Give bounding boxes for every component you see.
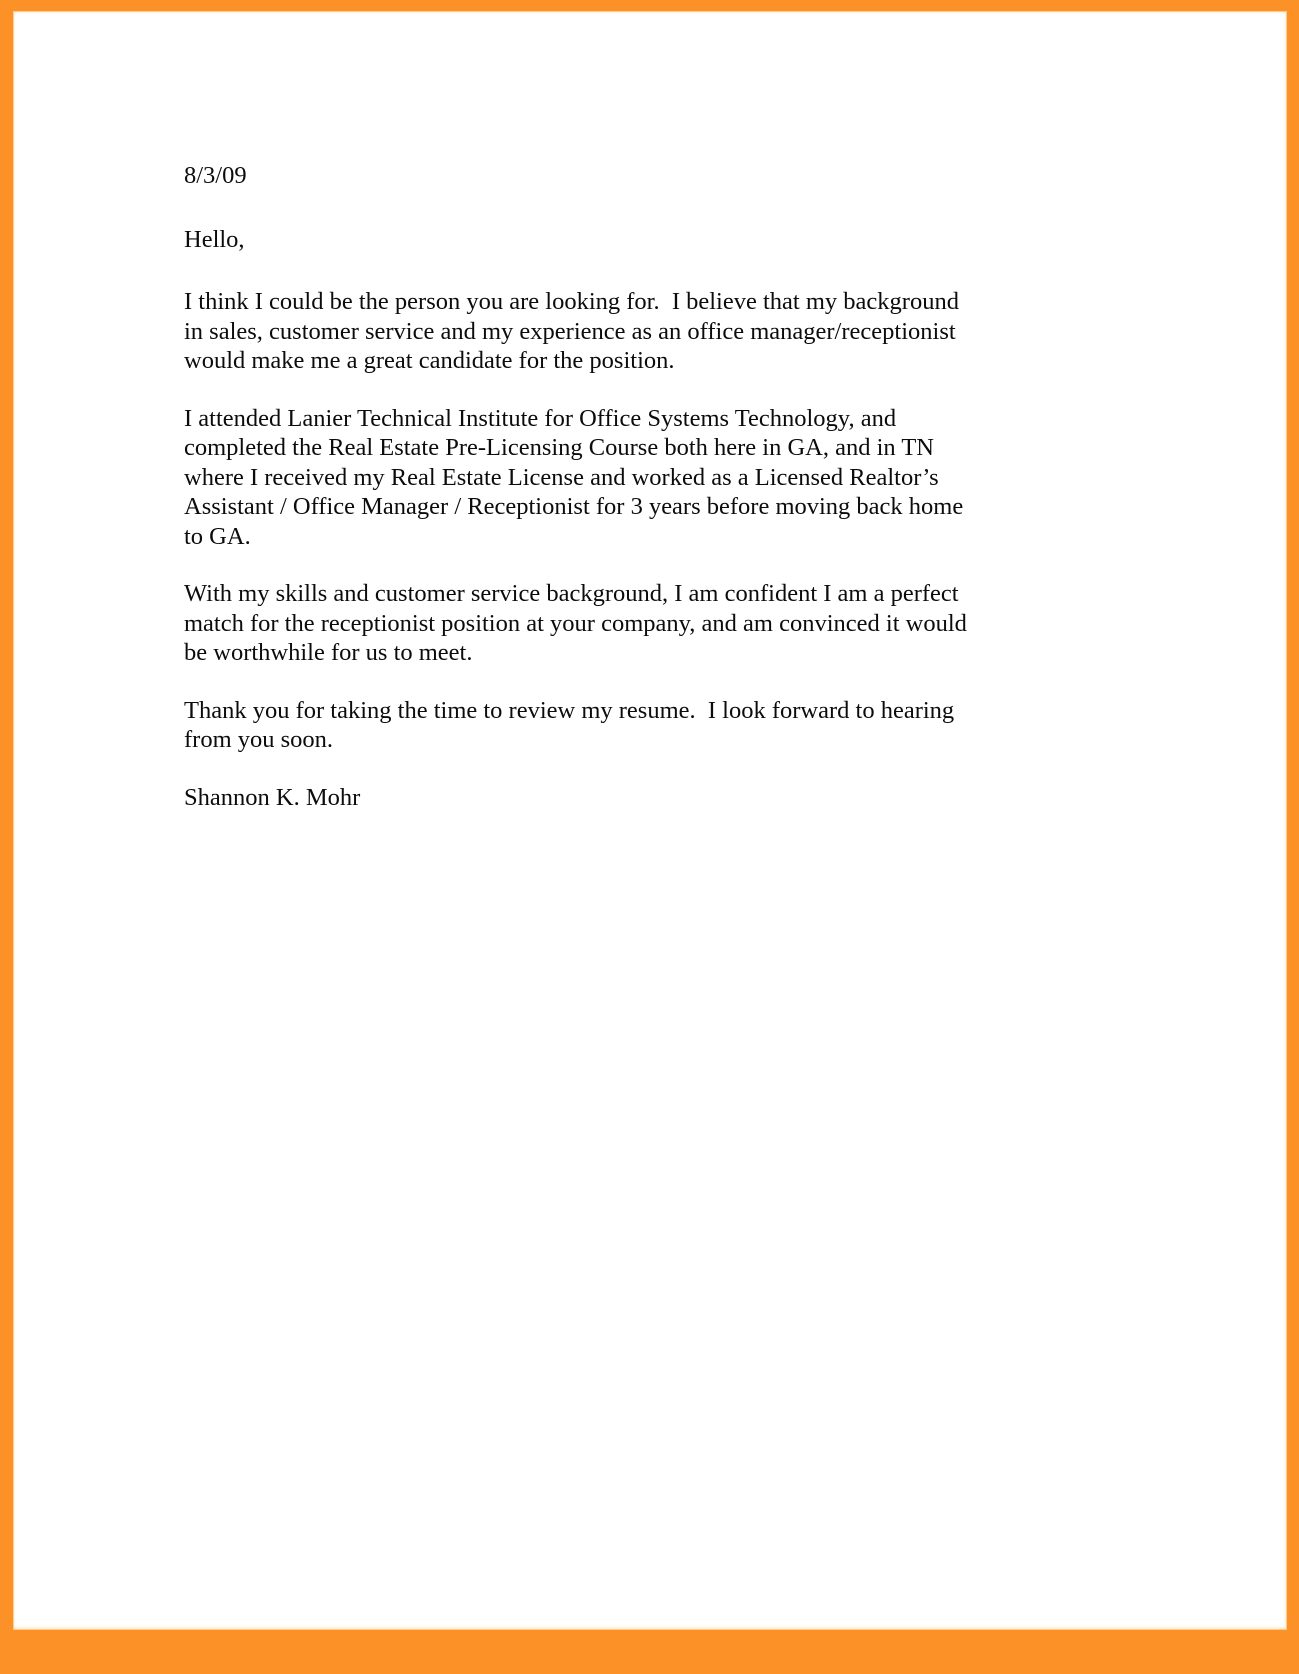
paragraph-fit xyxy=(184,579,1044,668)
paragraph-line: be worthwhile for us to meet. xyxy=(184,639,473,666)
paragraph-line: to GA. xyxy=(184,522,251,550)
letter-signature xyxy=(184,783,1044,813)
paragraph-line: Thank you for taking the time to review my resume. I look forward to hearing xyxy=(184,696,955,724)
paragraph-line: completed the Real Estate Pre-Licensing Course both here in GA, and in TN xyxy=(184,434,935,461)
paragraph-line: in sales, customer service and my experience as an office manager/receptionist xyxy=(184,317,956,345)
paragraph-line: where I received my Real Estate License and worked as a Licensed Realtor’s xyxy=(184,463,939,491)
paragraph-line: Assistant / Office Manager / Receptionist for 3 years before moving back home xyxy=(184,493,964,520)
letter-date xyxy=(184,161,1044,191)
date-text: 8/3/09 xyxy=(184,162,247,189)
letter-greeting xyxy=(184,225,1044,255)
paragraph-line: match for the receptionist position at your company, and am convinced it would xyxy=(184,609,967,637)
paragraph-line: I attended Lanier Technical Institute for Office Systems Technology, and xyxy=(184,404,897,432)
paragraph-line: would make me a great candidate for the position. xyxy=(184,347,675,374)
letter-body xyxy=(184,161,1044,812)
paragraph-line: from you soon. xyxy=(184,726,334,753)
paragraph-line: I think I could be the person you are looking for. I believe that my background xyxy=(184,288,959,315)
signature-text: Shannon K. Mohr xyxy=(184,783,361,811)
paragraph-closing xyxy=(184,696,1044,755)
letter-page xyxy=(13,11,1287,1630)
paragraph-education xyxy=(184,404,1044,552)
paragraph-intro xyxy=(184,287,1044,376)
greeting-text: Hello, xyxy=(184,225,245,253)
paragraph-line: With my skills and customer service background, I am confident I am a perfect xyxy=(184,580,959,607)
